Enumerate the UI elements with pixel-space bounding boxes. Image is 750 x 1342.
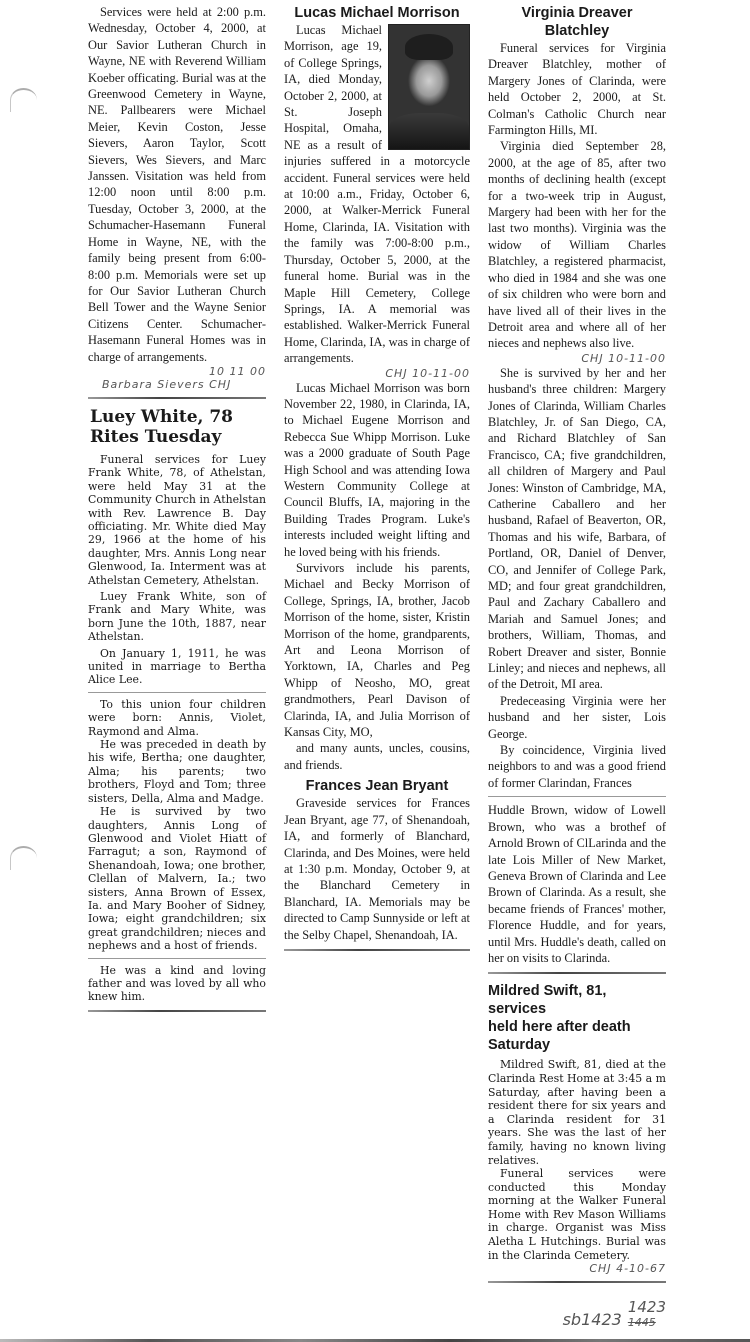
blatchley-paragraph: Predeceasing Virginia were her husband and her sister, Lois George. bbox=[488, 693, 666, 741]
divider bbox=[88, 1010, 266, 1012]
white-paragraph: He was preceded in death by his wife, Bertha; one daughter, Alma; his parents; two brothers, Floyd and Tom; three sisters, Della, Alma and Madge. bbox=[88, 738, 266, 805]
blatchley-paragraph: Virginia died September 28, 2000, at the age of 85, after two months of declining health (except for a two-week trip in August, Margery had been with her for the last two months). Virginia was the widow of William Charles Blatchley, a registered pharmacist, who died in 1984 and she was one of six children who were born and have lived all of their lives in the Detroit area and where all of her nieces and nephews also live. bbox=[488, 139, 666, 351]
clipping-morrison bbox=[284, 4, 470, 943]
blatchley-paragraph: Funeral services for Virginia Dreaver Blatchley, mother of Margery Jones of Clarinda, were held October 2, 2000, at St. Colman's Catholic Church near Farmington Hills, MI. bbox=[488, 41, 666, 138]
clipping-swift bbox=[488, 982, 666, 1275]
divider bbox=[284, 949, 470, 951]
swift-paragraph: Mildred Swift, 81, died at the Clarinda Rest Home at 3:45 a m Saturday, after having been a resident there for six years and a Clarinda resident for 31 years. She was the last of her family, having no known living relatives. bbox=[488, 1058, 666, 1167]
page-number-struck: 1445 bbox=[627, 1316, 656, 1330]
blatchley-note: CHJ 10-11-00 bbox=[581, 351, 666, 365]
swift-paragraph: Funeral services were conducted this Monday morning at the Walker Funeral Home with Rev Mason Williams in charge. Organist was Miss Aletha L Hutchings. Burial was in the Clarinda Cemetery. bbox=[488, 1167, 666, 1262]
white-paragraph: He was a kind and loving father and was loved by all who knew him. bbox=[88, 963, 266, 1004]
white-paragraph: He is survived by two daughters, Annis Long of Glenwood and Violet Hiatt of Farragut; a son, Raymond of Shenandoah, Iowa; one brother, Clellan of Malvern, Ia.; two sisters, Anna Brown of Essex, Ia. and Mary Booher of Sidney, Iowa; eight grandchildren; six great grandchildren; nieces and nephews and a host of friends. bbox=[88, 805, 266, 953]
sievers-date-note: 10 11 00 bbox=[209, 364, 266, 378]
column-middle bbox=[284, 4, 470, 959]
white-headline-line2: Rites Tuesday bbox=[90, 426, 222, 447]
bryant-paragraph: Graveside services for Frances Jean Bryant, age 77, of Shenandoah, IA, and formerly of Blanchard, Clarinda, and Des Moines, were held at 1:30 p.m. Monday, October 9, at the Blanchard Cemetery in Blanchard, IA. Memorials may be directed to Camp Sunnyside or left at the Selby Chapel, Shenandoah, IA. bbox=[284, 796, 470, 942]
morrison-paragraph: and many aunts, uncles, cousins, and friends. bbox=[284, 741, 470, 772]
clipping-sievers bbox=[88, 4, 266, 391]
morrison-note: CHJ 10-11-00 bbox=[385, 366, 470, 380]
blatchley-paragraph: She is survived by her and her husband's three children: Margery Jones of Clarinda, William Charles Blatchley, Jr. of San Diego, CA, and Richard Blatchley of San Francisco, CA; five grandchildren, all children of Margery and Paul Jones: Winston of Cambridge, MA, Catherine Caballero and her husband, Rafael of Beaverton, OR, Thomas and his wife, Barbara, of Portland, OR, Daniel of Denver, CO, and Jennifer of College Park, MD; and four great grandchildren, Paul and Zachary Caballero and Mariah and Samuel Jones; and brothers, William, Thomas, and Robert Dreaver and sister, Bonnie Linley; and nieces and nephews, all of the Detroit, MI area. bbox=[488, 365, 666, 692]
swift-headline-line2: held here after death Saturday bbox=[488, 1019, 631, 1054]
white-paragraph: Funeral services for Luey Frank White, 78, of Athelstan, were held May 31 at the Community Church in Athelstan with Rev. Lawrence B. Day officiating. Mr. White died May 29, 1966 at the home of his daughter, Mrs. Annis Long near Glenwood, Ia. Interment was at Athelstan Cemetery, Athelstan. bbox=[88, 452, 266, 587]
morrison-paragraph: Survivors include his parents, Michael and Becky Morrison of College, Springs, IA, brother, Jacob Morrison of the home, sister, Kristin Morrison of the home, grandparents, Art and Leona Morrison of Yorktown, IA, Charles and Peg Whipp of Neosho, MO, great grandmothers, Pearl Davison of Clarinda, IA, and Julia Morrison of Kansas City, MO, bbox=[284, 561, 470, 740]
white-headline-line1: Luey White, 78 bbox=[90, 406, 233, 427]
divider bbox=[488, 1281, 666, 1283]
morrison-paragraph: Lucas Michael Morrison was born November 22, 1980, in Clarinda, IA, to Michael Eugene Morrison and Rebecca Sue Whipp Morrison. Luke was a 2000 graduate of South Page High School and was attending Iowa Western Community College at Council Bluffs, IA, majoring in the Building Trades Program. Luke's interests included weight lifting and he loved being with his friends. bbox=[284, 380, 470, 559]
divider bbox=[88, 692, 266, 693]
page-number-top: 1423 bbox=[627, 1298, 666, 1317]
column-left bbox=[88, 4, 266, 1020]
blatchley-headline: Virginia Dreaver Blatchley bbox=[521, 5, 633, 39]
morrison-headline: Lucas Michael Morrison bbox=[294, 5, 460, 21]
swift-note: CHJ 4-10-67 bbox=[589, 1262, 666, 1276]
sievers-name-note: Barbara Sievers CHJ bbox=[102, 377, 232, 391]
white-paragraph: To this union four children were born: Annis, Violet, Raymond and Alma. bbox=[88, 697, 266, 738]
divider bbox=[488, 972, 666, 974]
clipping-white bbox=[88, 407, 266, 1004]
sievers-paragraph: Services were held at 2:00 p.m. Wednesday, October 4, 2000, at Our Savior Lutheran Church in Wayne, NE with Reverend William Koeber officating. Burial was at the Greenwood Cemetery in Wayne, NE. Pallbearers were Michael Meier, Kevin Coston, Jesse Sievers, Aaron Taylor, Scott Sievers, Wes Sievers, and Marc Janssen. Visitation was held from 12:00 noon until 8:00 p.m. Tuesday, October 3, 2000, at the Schumacher-Hasemann Funeral Home in Wayne, NE, with the family being present from 6:00-8:00 p.m. Memorials were set up for Our Savior Lutheran Church Bell Tower and the Wayne Senior Citizens Center. Schumacher-Hasemann Funeral Homes was in charge of arrangements. bbox=[88, 5, 266, 364]
page-number-bottom-mark: sb1423 bbox=[562, 1310, 622, 1330]
clipping-blatchley bbox=[488, 4, 666, 966]
divider bbox=[88, 397, 266, 399]
page-number-mark bbox=[488, 1299, 666, 1329]
swift-headline-line1: Mildred Swift, 81, services bbox=[488, 983, 607, 1018]
bryant-headline: Frances Jean Bryant bbox=[305, 778, 449, 795]
divider bbox=[88, 958, 266, 959]
swift-headline bbox=[488, 982, 666, 1054]
morrison-intro: Lucas Michael Morrison, age 19, of College Springs, IA, died Monday, October 2, 2000, at St. Joseph Hospital, Omaha, NE as a result of injuries suffered in a motorcycle accident. Funeral services were held at 10:00 a.m., Friday, October 6, 2000, at Walker-Merrick Funeral Home, Clarinda, IA. Visitation with the family was 7:00-8:00 p.m., Thursday, October 5, 2000, at the funeral home. Burial was in the Maple Hill Cemetery, College Springs, IA. A memorial was established. Walker-Merrick Funeral Home, Clarinda, IA, was in charge of arrangements. bbox=[284, 23, 470, 366]
blatchley-paragraph: Huddle Brown, widow of Lowell Brown, who was a brothef of Arnold Brown of ClLarinda and the late Lois Miller of New Market, Geneva Brown of Clarinda and Lee Brown of Clarinda. As a result, she became friends of Frances' mother, Florence Huddle, and for years, until Mrs. Huddle's death, called on her on visits to Clarinda. bbox=[488, 803, 666, 965]
white-paragraph: On January 1, 1911, he was united in marriage to Bertha Alice Lee. bbox=[88, 646, 266, 687]
white-headline bbox=[90, 407, 266, 447]
divider bbox=[488, 796, 666, 797]
column-right bbox=[488, 4, 666, 1329]
blatchley-paragraph: By coincidence, Virginia lived neighbors to and was a good friend of former Clarindan, Frances bbox=[488, 743, 666, 790]
white-paragraph: Luey Frank White, son of Frank and Mary White, was born June the 10th, 1887, near Athelstan. bbox=[88, 590, 266, 644]
portrait-photo bbox=[388, 24, 470, 150]
